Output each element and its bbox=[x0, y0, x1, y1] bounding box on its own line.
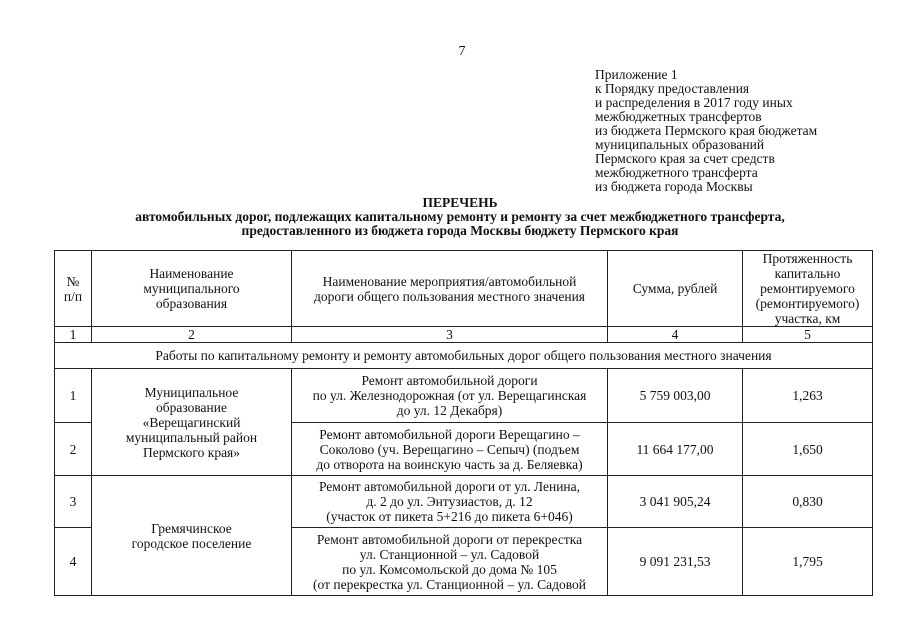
section-row bbox=[55, 343, 873, 369]
length-cell: 1,263 bbox=[743, 369, 873, 423]
work-cell bbox=[292, 476, 608, 528]
header-sum: Сумма, рублей bbox=[608, 251, 743, 327]
municipality-cell: Муниципальное образование «Верещагинский муниципальный район Пермского края» bbox=[92, 369, 292, 476]
appendix-line: Приложение 1 bbox=[595, 67, 678, 82]
sum-cell: 11 664 177,00 bbox=[608, 423, 743, 476]
work-line: Соколово (уч. Верещагино – Сепыч) (подъем bbox=[319, 441, 580, 457]
work-cell bbox=[292, 423, 608, 476]
appendix-line: муниципальных образований bbox=[595, 137, 765, 152]
row-num: 3 bbox=[55, 476, 92, 528]
work-line: Ремонт автомобильной дороги от ул. Ленина, bbox=[318, 479, 581, 494]
work-cell bbox=[292, 369, 608, 423]
work-line: по ул. Комсомольской до дома № 105 bbox=[342, 561, 557, 577]
length-cell: 0,830 bbox=[743, 476, 873, 528]
length-cell: 1,795 bbox=[743, 528, 873, 596]
row-num: 4 bbox=[55, 528, 92, 596]
appendix-note bbox=[595, 68, 895, 194]
document-title bbox=[60, 196, 860, 238]
sum-cell: 9 091 231,53 bbox=[608, 528, 743, 596]
row-num: 1 bbox=[55, 369, 92, 423]
work-line: (от перекрестка ул. Станционной – ул. Садовой bbox=[313, 576, 586, 592]
roads-table bbox=[54, 250, 873, 596]
appendix-line: из бюджета Пермского края бюджетам bbox=[595, 123, 818, 138]
length-cell: 1,650 bbox=[743, 423, 873, 476]
title-heading: ПЕРЕЧЕНЬ bbox=[422, 195, 498, 210]
appendix-line: межбюджетного трансферта bbox=[595, 165, 758, 180]
column-number: 5 bbox=[743, 327, 873, 343]
table-row bbox=[55, 476, 873, 528]
column-number: 3 bbox=[292, 327, 608, 343]
header-work: Наименование мероприятия/автомобильной дороги общего пользования местного значения bbox=[292, 251, 608, 327]
sum-cell: 3 041 905,24 bbox=[608, 476, 743, 528]
work-line: ул. Станционной – ул. Садовой bbox=[359, 546, 540, 562]
column-number: 4 bbox=[608, 327, 743, 343]
work-line: до ул. 12 Декабря) bbox=[396, 403, 503, 418]
work-line: Ремонт автомобильной дороги Верещагино – bbox=[319, 426, 580, 442]
sum-cell: 5 759 003,00 bbox=[608, 369, 743, 423]
column-number: 1 bbox=[55, 327, 92, 343]
work-line: по ул. Железнодорожная (от ул. Верещагинская bbox=[312, 388, 587, 403]
work-line: Ремонт автомобильной дороги от перекрестка bbox=[316, 531, 583, 547]
work-line: Ремонт автомобильной дороги bbox=[361, 373, 538, 388]
appendix-line: межбюджетных трансфертов bbox=[595, 109, 762, 124]
work-line: (участок от пикета 5+216 до пикета 6+046) bbox=[326, 509, 573, 524]
appendix-line: из бюджета города Москвы bbox=[595, 179, 753, 194]
title-line: предоставленного из бюджета города Москвы бюджету Пермского края bbox=[241, 223, 679, 238]
column-number-row bbox=[55, 327, 873, 343]
appendix-line: Пермского края за счет средств bbox=[595, 151, 775, 166]
table-header-row bbox=[55, 251, 873, 327]
table-row bbox=[55, 369, 873, 423]
column-number: 2 bbox=[92, 327, 292, 343]
work-cell bbox=[292, 528, 608, 596]
row-num: 2 bbox=[55, 423, 92, 476]
municipality-cell: Гремячинское городское поселение bbox=[92, 476, 292, 596]
title-line: автомобильных дорог, подлежащих капитальному ремонту и ремонту за счет межбюджетного трансферта, bbox=[135, 209, 785, 224]
appendix-line: и распределения в 2017 году иных bbox=[595, 95, 793, 110]
section-title: Работы по капитальному ремонту и ремонту автомобильных дорог общего пользования местного значения bbox=[55, 343, 873, 369]
header-length: Протяженность капитально ремонтируемого (ремонтируемого) участка, км bbox=[743, 251, 873, 327]
header-num: № п/п bbox=[55, 251, 92, 327]
header-municipality: Наименование муниципального образования bbox=[92, 251, 292, 327]
appendix-line: к Порядку предоставления bbox=[595, 81, 750, 96]
work-line: д. 2 до ул. Энтузиастов, д. 12 bbox=[366, 494, 533, 509]
page-number: 7 bbox=[458, 44, 466, 59]
work-line: до отворота на воинскую часть за д. Беляевка) bbox=[316, 456, 583, 472]
